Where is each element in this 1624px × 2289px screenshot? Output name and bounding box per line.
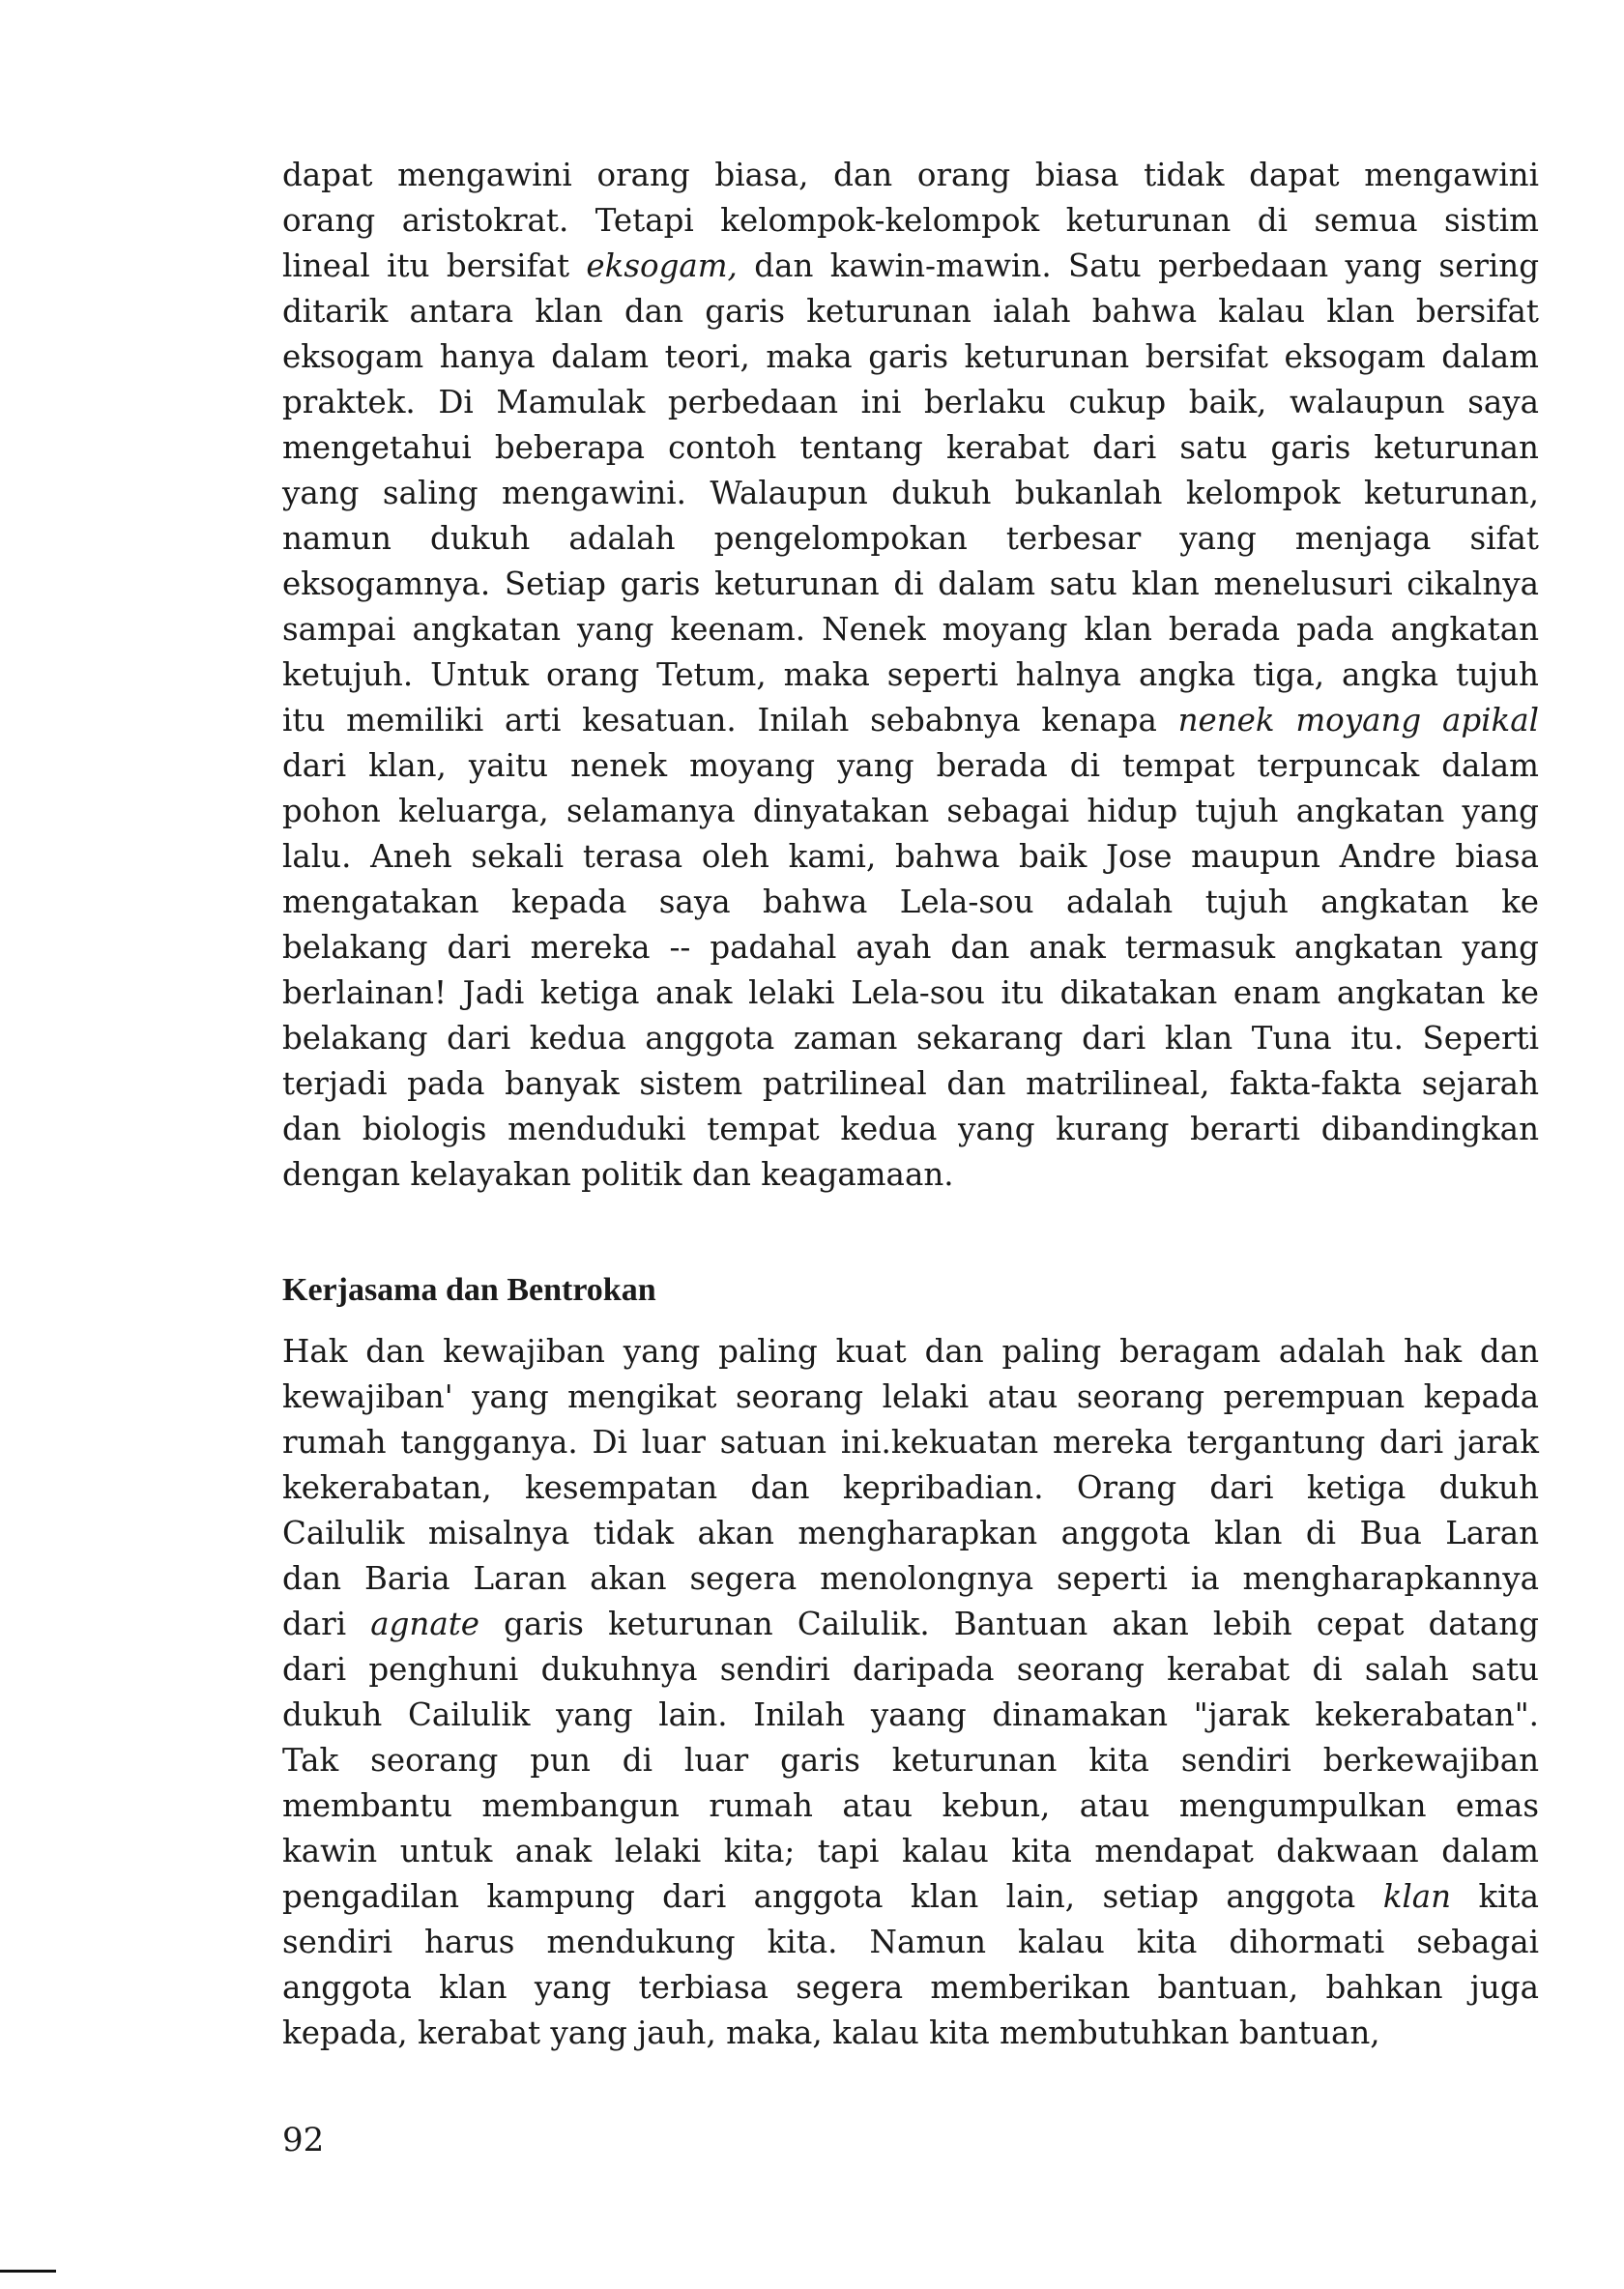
text-line: berlainan! Jadi ketiga anak lelaki Lela-sou itu dikatakan enam angkatan ke: [282, 974, 1539, 1011]
text-line: dari klan, yaitu nenek moyang yang berada di tempat terpuncak dalam: [282, 747, 1539, 784]
text-line: namun dukuh adalah pengelompokan terbesar yang menjaga sifat: [282, 520, 1539, 557]
text-line: ditarik antara klan dan garis keturunan ialah bahwa kalau klan bersifat: [282, 293, 1539, 330]
text-segment: dari: [282, 1606, 371, 1642]
text-line: praktek. Di Mamulak perbedaan ini berlaku cukup baik, walaupun saya: [282, 384, 1539, 420]
text-line: rumah tangganya. Di luar satuan ini.kekuatan mereka tergantung dari jarak: [282, 1424, 1539, 1461]
text-line: orang aristokrat. Tetapi kelompok-kelompok keturunan di semua sistim: [282, 202, 1539, 239]
text-line: [282, 244, 1539, 289]
text-line: [282, 1874, 1539, 1920]
text-line: mengetahui beberapa contoh tentang kerabat dari satu garis keturunan: [282, 429, 1539, 466]
text-line: [282, 698, 1539, 743]
text-line: belakang dari kedua anggota zaman sekarang dari klan Tuna itu. Seperti: [282, 1020, 1539, 1057]
text-line: [282, 1602, 1539, 1647]
section-heading: Kerjasama dan Bentrokan: [282, 1272, 656, 1308]
italic-term: agnate: [370, 1606, 480, 1642]
text-line: terjadi pada banyak sistem patrilineal dan matrilineal, fakta-fakta sejarah: [282, 1065, 1539, 1102]
scan-edge-mark: [0, 2270, 56, 2273]
text-line: anggota klan yang terbiasa segera memberikan bantuan, bahkan juga: [282, 1969, 1539, 2006]
page-number: 92: [282, 2121, 325, 2159]
text-line: mengatakan kepada saya bahwa Lela-sou adalah tujuh angkatan ke: [282, 884, 1539, 920]
text-line: dan Baria Laran akan segera menolongnya seperti ia mengharapkannya: [282, 1560, 1539, 1597]
text-segment: garis keturunan Cailulik. Bantuan akan lebih cepat datang: [479, 1606, 1539, 1642]
body-paragraph-2: [282, 1329, 1539, 2056]
text-segment: pengadilan kampung dari anggota klan lain, setiap anggota: [282, 1878, 1383, 1915]
text-line: eksogam hanya dalam teori, maka garis keturunan bersifat eksogam dalam: [282, 338, 1539, 375]
text-segment: dan kawin-mawin. Satu perbedaan yang sering: [737, 247, 1539, 284]
text-line: yang saling mengawini. Walaupun dukuh bukanlah kelompok keturunan,: [282, 475, 1539, 511]
text-line: kepada, kerabat yang jauh, maka, kalau kita membutuhkan bantuan,: [282, 2014, 1380, 2051]
text-segment: lineal itu bersifat: [282, 247, 587, 284]
body-paragraph-1: [282, 153, 1539, 1198]
text-line: sampai angkatan yang keenam. Nenek moyang klan berada pada angkatan: [282, 611, 1539, 648]
text-line: Tak seorang pun di luar garis keturunan kita sendiri berkewajiban: [282, 1742, 1539, 1779]
text-line: Hak dan kewajiban yang paling kuat dan paling beragam adalah hak dan: [282, 1333, 1539, 1370]
italic-term: klan: [1382, 1878, 1452, 1915]
text-line: eksogamnya. Setiap garis keturunan di dalam satu klan menelusuri cikalnya: [282, 565, 1539, 602]
text-line: dan biologis menduduki tempat kedua yang kurang berarti dibandingkan: [282, 1111, 1539, 1147]
text-line: ketujuh. Untuk orang Tetum, maka seperti halnya angka tiga, angka tujuh: [282, 656, 1539, 693]
text-line: kawin untuk anak lelaki kita; tapi kalau kita mendapat dakwaan dalam: [282, 1833, 1539, 1869]
text-line: pohon keluarga, selamanya dinyatakan sebagai hidup tujuh angkatan yang: [282, 793, 1539, 829]
text-line: dukuh Cailulik yang lain. Inilah yaang dinamakan "jarak kekerabatan".: [282, 1696, 1539, 1733]
italic-term: nenek moyang apikal: [1177, 702, 1539, 739]
text-line: kewajiban' yang mengikat seorang lelaki atau seorang perempuan kepada: [282, 1378, 1539, 1415]
text-line: membantu membangun rumah atau kebun, atau mengumpulkan emas: [282, 1787, 1539, 1824]
text-line: kekerabatan, kesempatan dan kepribadian. Orang dari ketiga dukuh: [282, 1469, 1539, 1506]
text-line: belakang dari mereka -- padahal ayah dan anak termasuk angkatan yang: [282, 929, 1539, 966]
text-line: sendiri harus mendukung kita. Namun kalau kita dihormati sebagai: [282, 1924, 1539, 1960]
italic-term: eksogam,: [586, 247, 738, 284]
text-line: dari penghuni dukuhnya sendiri daripada seorang kerabat di salah satu: [282, 1651, 1539, 1688]
text-line: Cailulik misalnya tidak akan mengharapkan anggota klan di Bua Laran: [282, 1515, 1539, 1551]
text-line: lalu. Aneh sekali terasa oleh kami, bahwa baik Jose maupun Andre biasa: [282, 838, 1539, 875]
text-segment: itu memiliki arti kesatuan. Inilah sebabnya kenapa: [282, 702, 1178, 739]
text-line: dapat mengawini orang biasa, dan orang biasa tidak dapat mengawini: [282, 157, 1539, 193]
text-segment: kita: [1451, 1878, 1539, 1915]
text-line: dengan kelayakan politik dan keagamaan.: [282, 1156, 954, 1193]
